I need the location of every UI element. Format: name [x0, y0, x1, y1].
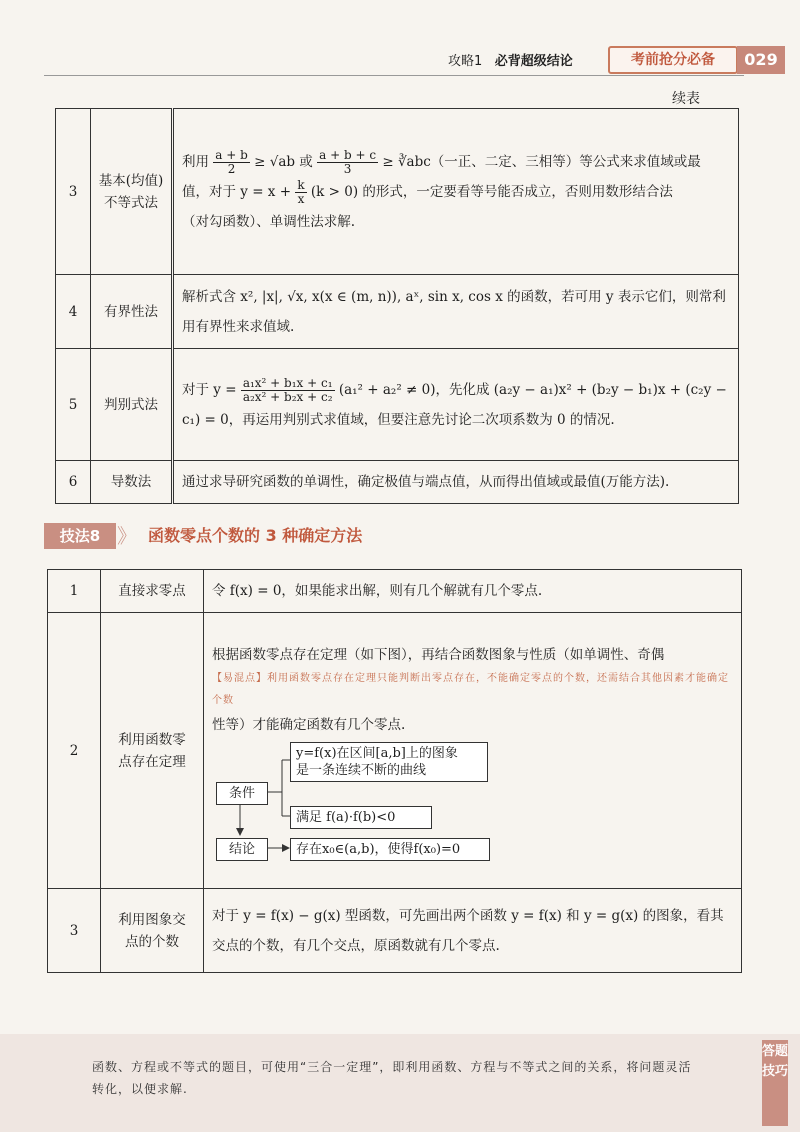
method-description: 解析式含 x², |x|, √x, x(x ∈ (m, n)), aˣ, sin x, cos x 的函数，若可用 y 表示它们，则常利用有界性来求值域.: [173, 275, 739, 349]
section-badge: 技法8: [44, 523, 116, 549]
row-number: 3: [56, 109, 91, 275]
range-methods-table: [55, 108, 739, 504]
desc-text: 对于 y =: [182, 381, 237, 398]
method-name: 有界性法: [91, 275, 173, 349]
method-name-line2: 点的个数: [125, 933, 179, 950]
header-divider: [44, 75, 744, 76]
method-description: 对于 y = f(x) − g(x) 型函数，可先画出两个函数 y = f(x) 和 y = g(x) 的图象，看其交点的个数，有几个交点，原函数就有几个零点.: [204, 889, 742, 973]
row-number: 2: [48, 613, 101, 889]
confusion-note: 【易混点】利用函数零点存在定理只能判断出零点存在，不能确定零点的个数，还需结合其他因素才能确定个数: [212, 672, 729, 706]
row-number: 4: [56, 275, 91, 349]
fraction: [295, 179, 306, 206]
header-chapter: 必背超级结论: [494, 54, 573, 69]
table-row: [56, 275, 739, 349]
method-name: 导数法: [91, 461, 173, 504]
method-description: [173, 109, 739, 275]
condition-box: 条件: [216, 782, 268, 805]
continued-label: 续表: [672, 91, 700, 107]
fraction-denominator: a₂x² + b₂x + c₂: [242, 389, 333, 404]
page-header: [0, 44, 800, 74]
desc-text: c₁) = 0，再运用判别式求值域，但要注意先讨论二次项系数为 0 的情况.: [182, 411, 615, 428]
fraction: [213, 149, 250, 176]
method-description: 令 f(x) = 0，如果能求出解，则有几个解就有几个零点.: [204, 570, 742, 613]
method-name-line1: 利用图象交: [118, 911, 186, 928]
method-name-line1: 利用函数零: [118, 731, 186, 748]
header-badge: 考前抢分必备: [608, 46, 738, 74]
row-number: 6: [56, 461, 91, 504]
method-name: [101, 613, 204, 889]
continuity-box: [290, 742, 488, 782]
fraction: [241, 377, 335, 404]
table-row: [56, 109, 739, 275]
zero-count-methods-table: [47, 569, 742, 973]
desc-text: 值，对于 y = x +: [182, 183, 292, 200]
method-name-line2: 点存在定理: [118, 753, 186, 770]
desc-text: 根据函数零点存在定理（如下图），再结合函数图象与性质（如单调性、奇偶: [212, 646, 665, 663]
row-number: 3: [48, 889, 101, 973]
method-description: [204, 613, 742, 889]
row-number: 5: [56, 349, 91, 461]
table-row: [56, 461, 739, 504]
side-tag: 答题技巧: [762, 1040, 788, 1126]
table-row: [56, 349, 739, 461]
method-description: [173, 349, 739, 461]
zero-theorem-diagram: [212, 742, 492, 860]
double-chevron-right-icon: 》: [117, 524, 137, 548]
fraction-numerator: k: [297, 177, 305, 192]
continuity-line2: 是一条连续不断的曲线: [296, 762, 427, 778]
fraction-denominator: 2: [227, 161, 236, 176]
section-heading: 函数零点个数的 3 种确定方法: [148, 526, 363, 545]
fraction-denominator: x: [297, 191, 305, 206]
page-number: 029: [737, 46, 785, 74]
desc-text: ≥ √ab 或: [254, 153, 313, 170]
conclusion-box: 结论: [216, 838, 268, 861]
tip-bar: [0, 1034, 800, 1132]
method-name: 判别式法: [91, 349, 173, 461]
method-name: [91, 109, 173, 275]
method-name: [101, 889, 204, 973]
fraction-denominator: 3: [343, 161, 352, 176]
row-number: 1: [48, 570, 101, 613]
desc-text: ≥ ∛abc（一正、二定、三相等）等公式来求值域或最: [382, 153, 701, 170]
header-breadcrumb: [448, 50, 573, 69]
desc-text: (a₁² + a₂² ≠ 0)，先化成 (a₂y − a₁)x² + (b₂y − b₁)x + (c₂y −: [338, 381, 727, 398]
sign-condition-box: 满足 f(a)·f(b)<0: [290, 806, 432, 829]
desc-text: (k > 0) 的形式，一定要看等号能否成立，否则用数形结合法: [310, 183, 673, 200]
table-row: [48, 889, 742, 973]
method-description: 通过求导研究函数的单调性，确定极值与端点值，从而得出值域或最值(万能方法).: [173, 461, 739, 504]
table-row: [48, 613, 742, 889]
fraction: [317, 149, 378, 176]
method-name-line1: 基本(均值): [98, 172, 164, 189]
continuity-line1: y=f(x)在区间[a,b]上的图象: [296, 745, 458, 761]
fraction-numerator: a + b: [215, 147, 248, 162]
fraction-numerator: a₁x² + b₁x + c₁: [242, 375, 333, 390]
header-section: 攻略1: [448, 54, 483, 69]
existence-box: 存在x₀∈(a,b)，使得f(x₀)=0: [290, 838, 490, 861]
method-name: 直接求零点: [101, 570, 204, 613]
fraction-numerator: a + b + c: [319, 147, 377, 162]
desc-text: 利用: [182, 153, 209, 170]
method-name-line2: 不等式法: [104, 194, 158, 211]
table-row: [48, 570, 742, 613]
desc-text: 性等）才能确定函数有几个零点.: [212, 716, 406, 733]
tip-text: 函数、方程或不等式的题目，可使用“三合一定理”，即利用函数、方程与不等式之间的关系，将问题灵活转化，以便求解.: [92, 1060, 692, 1096]
desc-text: （对勾函数）、单调性法求解.: [182, 213, 356, 230]
